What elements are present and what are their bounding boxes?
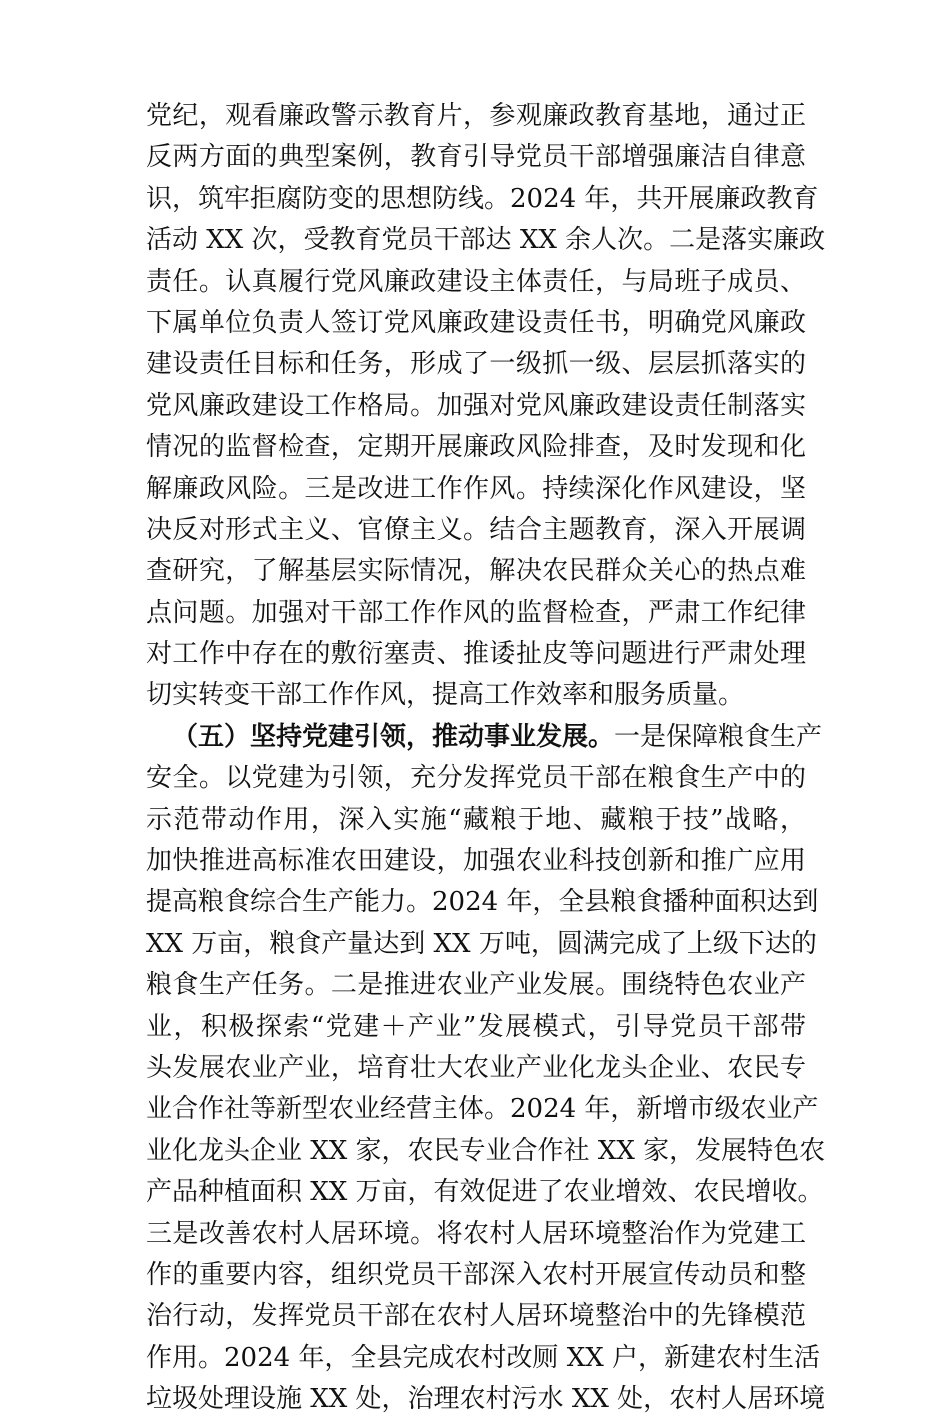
text-line: 建设责任目标和任务，形成了一级抓一级、层层抓落实的 xyxy=(146,349,806,380)
text-line: 加快推进高标准农田建设，加强农业科技创新和推广应用 xyxy=(146,846,806,877)
text-line: 示范带动作用，深入实施“藏粮于地、藏粮于技”战略， xyxy=(146,804,806,835)
paragraph-party-building xyxy=(146,717,826,1421)
text-line: 党风廉政建设工作格局。加强对党风廉政建设责任制落实 xyxy=(146,390,806,421)
text-line: 安全。以党建为引领，充分发挥党员干部在粮食生产中的 xyxy=(146,763,806,794)
text-line: 识，筑牢拒腐防变的思想防线。2024 年，共开展廉政教育 xyxy=(146,183,819,214)
text-line: 作的重要内容，组织党员干部深入农村开展宣传动员和整 xyxy=(146,1259,806,1290)
text-line: 情况的监督检查，定期开展廉政风险排查，及时发现和化 xyxy=(146,432,806,463)
text-line: 点问题。加强对干部工作作风的监督检查，严肃工作纪律 xyxy=(146,597,806,628)
text-line: 产品种植面积 XX 万亩，有效促进了农业增效、农民增收。 xyxy=(146,1177,824,1208)
text-line: 垃圾处理设施 XX 处，治理农村污水 XX 处，农村人居环境 xyxy=(146,1384,826,1415)
text-line: 责任。认真履行党风廉政建设主体责任，与局班子成员、 xyxy=(146,266,806,297)
text-line: 决反对形式主义、官僚主义。结合主题教育，深入开展调 xyxy=(146,514,806,545)
section-heading: （五）坚持党建引领，推动事业发展。 xyxy=(172,721,615,752)
paragraph-discipline-continued xyxy=(146,96,826,717)
text-line: 三是改善农村人居环境。将农村人居环境整治作为党建工 xyxy=(146,1218,806,1249)
text-line: 业，积极探索“党建＋产业”发展模式，引导党员干部带 xyxy=(146,1011,806,1042)
text-line: 治行动，发挥党员干部在农村人居环境整治中的先锋模范 xyxy=(146,1301,806,1332)
text-line: 头发展农业产业，培育壮大农业产业化龙头企业、农民专 xyxy=(146,1052,806,1083)
text-line: 作用。2024 年，全县完成农村改厕 XX 户，新建农村生活 xyxy=(146,1342,820,1373)
text-line: 业化龙头企业 XX 家，农民专业合作社 XX 家，发展特色农 xyxy=(146,1135,826,1166)
text-line: 粮食生产任务。二是推进农业产业发展。围绕特色农业产 xyxy=(146,970,806,1001)
text-line: 业合作社等新型农业经营主体。2024 年，新增市级农业产 xyxy=(146,1094,819,1125)
text-line: XX 万亩，粮食产量达到 XX 万吨，圆满完成了上级下达的 xyxy=(146,928,817,959)
text-segment: 一是保障粮食生产 xyxy=(614,721,823,752)
body-text xyxy=(146,96,826,1421)
text-line: 解廉政风险。三是改进工作作风。持续深化作风建设，坚 xyxy=(146,473,806,504)
text-line: 活动 XX 次，受教育党员干部达 XX 余人次。二是落实廉政 xyxy=(146,225,826,256)
text-line: 查研究，了解基层实际情况，解决农民群众关心的热点难 xyxy=(146,556,806,587)
text-line: 党纪，观看廉政警示教育片，参观廉政教育基地，通过正 xyxy=(146,101,806,131)
text-line: 反两方面的典型案例，教育引导党员干部增强廉洁自律意 xyxy=(146,142,806,173)
text-line: 对工作中存在的敷衍塞责、推诿扯皮等问题进行严肃处理 xyxy=(146,639,806,670)
text-line-with-heading xyxy=(146,717,823,758)
text-line: 下属单位负责人签订党风廉政建设责任书，明确党风廉政 xyxy=(146,307,806,338)
text-line: 提高粮食综合生产能力。2024 年，全县粮食播种面积达到 xyxy=(146,887,819,918)
text-line: 切实转变干部工作作风，提高工作效率和服务质量。 xyxy=(146,680,745,711)
